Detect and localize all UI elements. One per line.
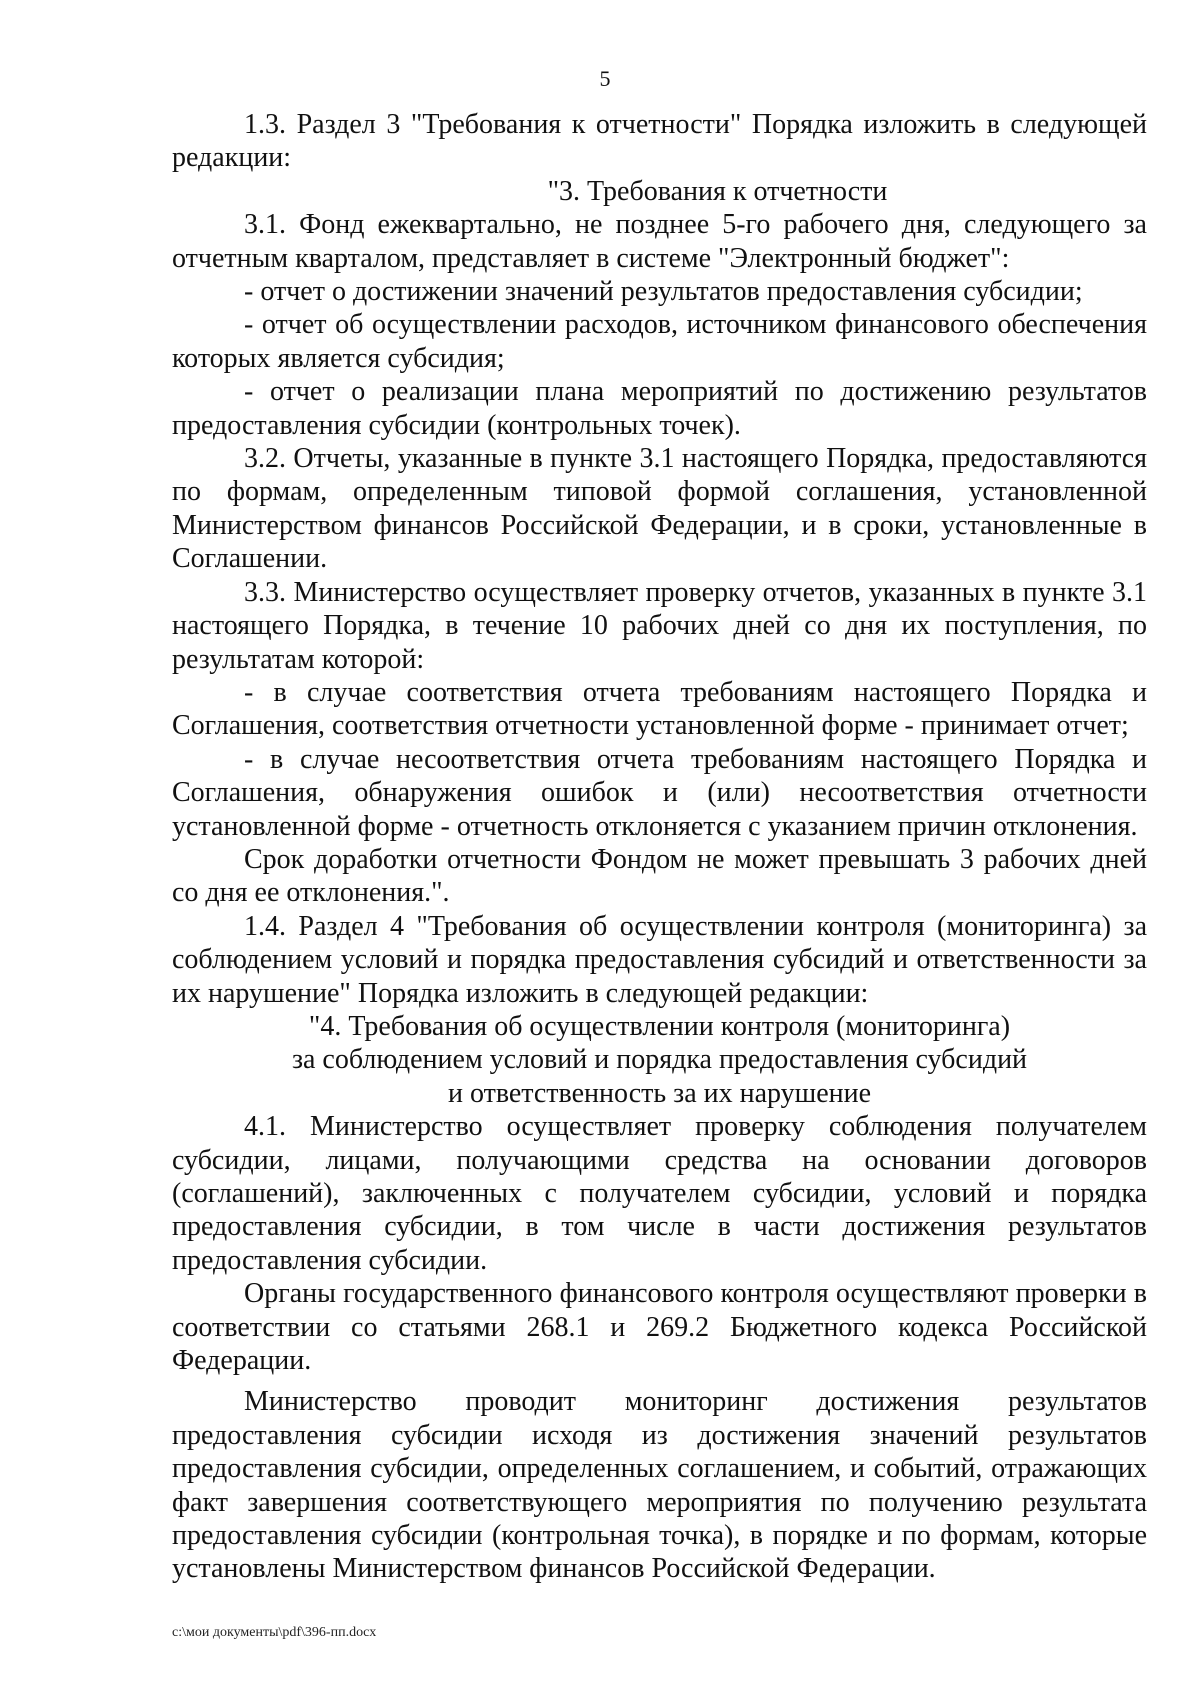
paragraph-revision-term: Срок доработки отчетности Фондом не может превышать 3 рабочих дней со дня ее отклонения.". [172,843,1147,909]
paragraph-3-1: 3.1. Фонд ежеквартально, не позднее 5-го рабочего дня, следующего за отчетным кварталом, представляет в системе "Электронный бюджет": [172,209,1147,274]
section-4-heading-line-1: "4. Требования об осуществлении контроля (мониторинга) [308,1010,1011,1042]
paragraph-3-2: 3.2. Отчеты, указанные в пункте 3.1 настоящего Порядка, предоставляются по формам, определенным типовой формой соглашения, установленной Министерством финансов Российской Федерации, и в сроки, установленные в Соглашении. [172,443,1147,575]
document-body [172,108,1147,1586]
section-4-heading-line-2: за соблюдением условий и порядка предоставления субсидий [291,1044,1028,1076]
file-path-footer: c:\мои документы\pdf\396-пп.docx [172,1625,377,1640]
paragraph-3-3: 3.3. Министерство осуществляет проверку отчетов, указанных в пункте 3.1 настоящего Порядка, в течение 10 рабочих дней со дня их поступления, по результатам которой: [172,576,1147,675]
section-4-heading-line-3: и ответственность за их нарушение [447,1077,872,1109]
list-item-reject: - в случае несоответствия отчета требованиям настоящего Порядка и Соглашения, обнаружения ошибок и (или) несоответствия отчетности установленной форме - отчетность отклоняется с указанием причин отклонения. [172,743,1147,842]
paragraph-4-1: 4.1. Министерство осуществляет проверку соблюдения получателем субсидии, лицами, получающими средства на основании договоров (соглашений), заключенных с получателем субсидии, условий и порядка предоставления субсидии, в том числе в части достижения результатов предоставления субсидии. [172,1111,1147,1276]
list-item-results-report: - отчет о достижении значений результатов предоставления субсидии; [244,276,1083,308]
section-3-heading: "3. Требования к отчетности [547,175,888,207]
list-item-accept: - в случае соответствия отчета требованиям настоящего Порядка и Соглашения, соответствия отчетности установленной форме - принимает отчет; [172,676,1147,742]
list-item-expenses-report: - отчет об осуществлении расходов, источником финансового обеспечения которых является субсидия; [172,309,1147,374]
paragraph-1-4: 1.4. Раздел 4 "Требования об осуществлении контроля (мониторинга) за соблюдением условий и порядка предоставления субсидий и ответственности за их нарушение" Порядка изложить в следующей редакции: [172,910,1147,1009]
list-item-plan-report: - отчет о реализации плана мероприятий по достижению результатов предоставления субсидии (контрольных точек). [172,376,1147,441]
paragraph-financial-control: Органы государственного финансового контроля осуществляют проверки в соответствии со статьями 268.1 и 269.2 Бюджетного кодекса Российской Федерации. [172,1278,1147,1377]
page-number: 5 [599,66,611,91]
paragraph-1-3: 1.3. Раздел 3 "Требования к отчетности" Порядка изложить в следующей редакции: [172,109,1147,174]
paragraph-monitoring: Министерство проводит мониторинг достижения результатов предоставления субсидии исходя из достижения значений результатов предоставления субсидии, определенных соглашением, и событий, отражающих факт завершения соответствующего мероприятия по получению результата предоставления субсидии (контрольная точка), в порядке и по формам, которые установлены Министерством финансов Российской Федерации. [172,1386,1147,1585]
